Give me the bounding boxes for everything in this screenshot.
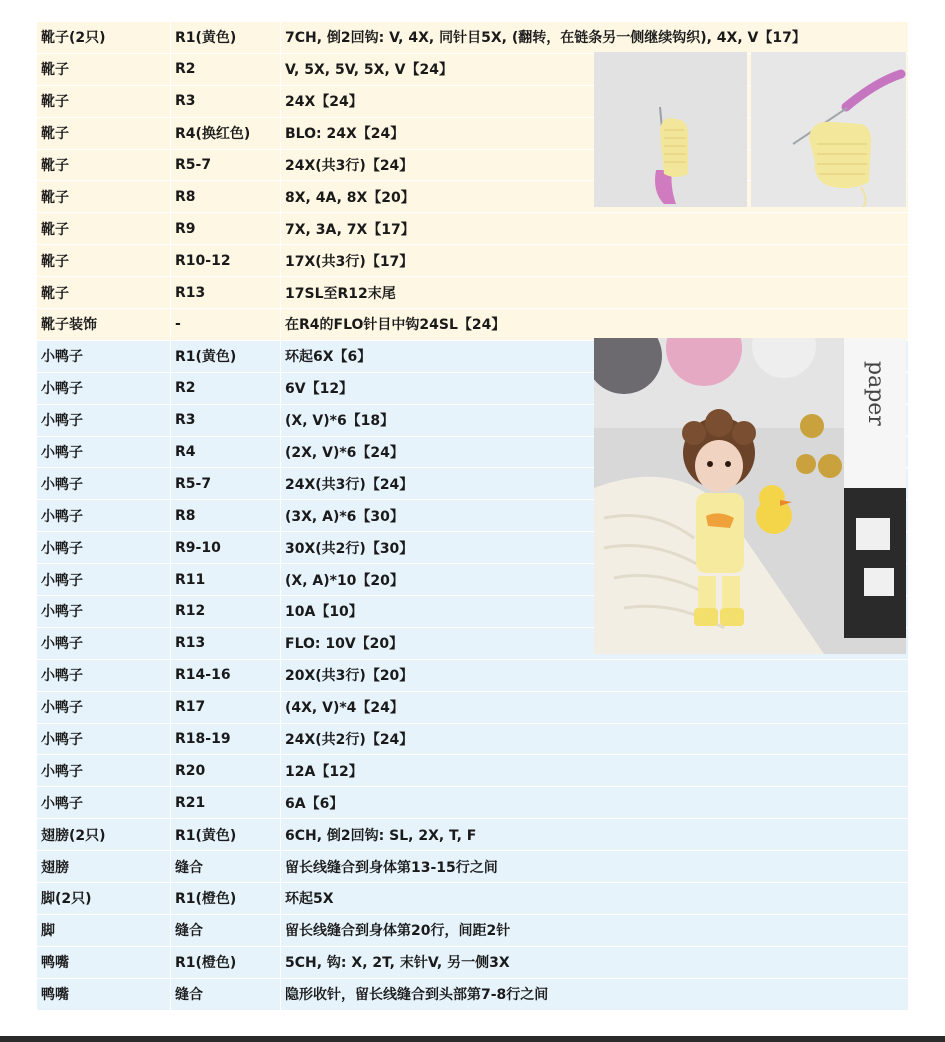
round-cell: R13	[171, 277, 281, 309]
part-cell: 靴子(2只)	[37, 22, 171, 54]
part-cell: 脚	[37, 914, 171, 946]
part-cell: 脚(2只)	[37, 883, 171, 915]
crochet-hook-boot-photo-icon	[751, 52, 906, 207]
instruction-cell: (X, A)*10【20】	[281, 564, 909, 596]
round-cell: R4(换红色)	[171, 117, 281, 149]
instruction-cell: 在R4的FLO针目中钩24SL【24】	[281, 309, 909, 341]
part-cell: 小鸭子	[37, 659, 171, 691]
table-row	[37, 914, 909, 946]
round-cell: R3	[171, 404, 281, 436]
round-cell: 缝合	[171, 978, 281, 1010]
round-cell: R1(橙色)	[171, 946, 281, 978]
part-cell: 小鸭子	[37, 500, 171, 532]
part-cell: 小鸭子	[37, 404, 171, 436]
instruction-cell: (3X, A)*6【30】	[281, 500, 909, 532]
instruction-cell: 30X(共2行)【30】	[281, 532, 909, 564]
part-cell: 小鸭子	[37, 532, 171, 564]
round-cell: R1(黄色)	[171, 819, 281, 851]
table-row	[37, 851, 909, 883]
part-cell: 小鸭子	[37, 340, 171, 372]
round-cell: 缝合	[171, 851, 281, 883]
part-cell: 小鸭子	[37, 723, 171, 755]
round-cell: R20	[171, 755, 281, 787]
part-cell: 翅膀	[37, 851, 171, 883]
round-cell: R9	[171, 213, 281, 245]
round-cell: R14-16	[171, 659, 281, 691]
instruction-cell: 12A【12】	[281, 755, 909, 787]
table-row	[37, 819, 909, 851]
instruction-cell: 留长线缝合到身体第20行，间距2针	[281, 914, 909, 946]
table-row	[37, 946, 909, 978]
round-cell: R10-12	[171, 245, 281, 277]
round-cell: R18-19	[171, 723, 281, 755]
instruction-cell: 24X(共3行)【24】	[281, 149, 909, 181]
round-cell: R1(黄色)	[171, 22, 281, 54]
table-row	[37, 245, 909, 277]
table-row	[37, 213, 909, 245]
instruction-cell: V, 5X, 5V, 5X, V【24】	[281, 53, 909, 85]
round-cell: R5-7	[171, 149, 281, 181]
part-cell: 小鸭子	[37, 596, 171, 628]
instruction-cell: 10A【10】	[281, 596, 909, 628]
round-cell: R5-7	[171, 468, 281, 500]
instruction-cell: 环起5X	[281, 883, 909, 915]
round-cell: R12	[171, 596, 281, 628]
round-cell: 缝合	[171, 914, 281, 946]
part-cell: 靴子	[37, 277, 171, 309]
box-text: paper	[863, 361, 888, 426]
doll-with-duck-photo-icon	[594, 338, 906, 654]
instruction-cell: 24X【24】	[281, 85, 909, 117]
instruction-cell: 17SL至R12末尾	[281, 277, 909, 309]
instruction-cell: 环起6X【6】	[281, 340, 909, 372]
part-cell: 靴子	[37, 117, 171, 149]
instruction-cell: 8X, 4A, 8X【20】	[281, 181, 909, 213]
crochet-hook-boot-photo-icon	[594, 52, 747, 207]
boot-photo-2	[751, 52, 906, 207]
table-row	[37, 277, 909, 309]
round-cell: R2	[171, 53, 281, 85]
instruction-cell: 7X, 3A, 7X【17】	[281, 213, 909, 245]
part-cell: 靴子	[37, 53, 171, 85]
instruction-cell: 20X(共3行)【20】	[281, 659, 909, 691]
table-row	[37, 978, 909, 1010]
instruction-cell: (X, V)*6【18】	[281, 404, 909, 436]
instruction-cell: (4X, V)*4【24】	[281, 691, 909, 723]
round-cell: R8	[171, 500, 281, 532]
round-cell: R3	[171, 85, 281, 117]
bottom-bar	[0, 1036, 945, 1042]
round-cell: R2	[171, 372, 281, 404]
round-cell: -	[171, 309, 281, 341]
part-cell: 靴子装饰	[37, 309, 171, 341]
instruction-cell: 留长线缝合到身体第13-15行之间	[281, 851, 909, 883]
table-row	[37, 22, 909, 54]
instruction-cell: 6A【6】	[281, 787, 909, 819]
part-cell: 小鸭子	[37, 436, 171, 468]
doll-photo	[594, 338, 906, 654]
part-cell: 小鸭子	[37, 691, 171, 723]
part-cell: 小鸭子	[37, 372, 171, 404]
instruction-cell: 24X(共3行)【24】	[281, 468, 909, 500]
part-cell: 靴子	[37, 245, 171, 277]
instruction-cell: 24X(共2行)【24】	[281, 723, 909, 755]
part-cell: 小鸭子	[37, 627, 171, 659]
instruction-cell: (2X, V)*6【24】	[281, 436, 909, 468]
part-cell: 翅膀(2只)	[37, 819, 171, 851]
table-row	[37, 883, 909, 915]
part-cell: 小鸭子	[37, 564, 171, 596]
instruction-cell: FLO: 10V【20】	[281, 627, 909, 659]
pattern-sheet	[36, 21, 908, 1011]
round-cell: R4	[171, 436, 281, 468]
boot-photo-1	[594, 52, 747, 207]
instruction-cell: 6CH, 倒2回钩: SL, 2X, T, F	[281, 819, 909, 851]
round-cell: R21	[171, 787, 281, 819]
instruction-cell: 7CH, 倒2回钩: V, 4X, 同针目5X, (翻转，在链条另一侧继续钩织), 4X, V【17】	[281, 22, 909, 54]
table-row	[37, 691, 909, 723]
round-cell: R11	[171, 564, 281, 596]
part-cell: 靴子	[37, 149, 171, 181]
part-cell: 小鸭子	[37, 787, 171, 819]
instruction-cell: 5CH, 钩: X, 2T, 末针V, 另一侧3X	[281, 946, 909, 978]
part-cell: 小鸭子	[37, 755, 171, 787]
table-row	[37, 659, 909, 691]
round-cell: R1(黄色)	[171, 340, 281, 372]
round-cell: R8	[171, 181, 281, 213]
round-cell: R13	[171, 627, 281, 659]
table-row	[37, 755, 909, 787]
round-cell: R1(橙色)	[171, 883, 281, 915]
part-cell: 靴子	[37, 213, 171, 245]
table-row	[37, 723, 909, 755]
round-cell: R17	[171, 691, 281, 723]
part-cell: 小鸭子	[37, 468, 171, 500]
part-cell: 靴子	[37, 85, 171, 117]
part-cell: 鸭嘴	[37, 978, 171, 1010]
instruction-cell: BLO: 24X【24】	[281, 117, 909, 149]
instruction-cell: 17X(共3行)【17】	[281, 245, 909, 277]
part-cell: 靴子	[37, 181, 171, 213]
instruction-cell: 隐形收针，留长线缝合到头部第7-8行之间	[281, 978, 909, 1010]
instruction-cell: 6V【12】	[281, 372, 909, 404]
round-cell: R9-10	[171, 532, 281, 564]
part-cell: 鸭嘴	[37, 946, 171, 978]
table-row	[37, 309, 909, 341]
table-row	[37, 787, 909, 819]
